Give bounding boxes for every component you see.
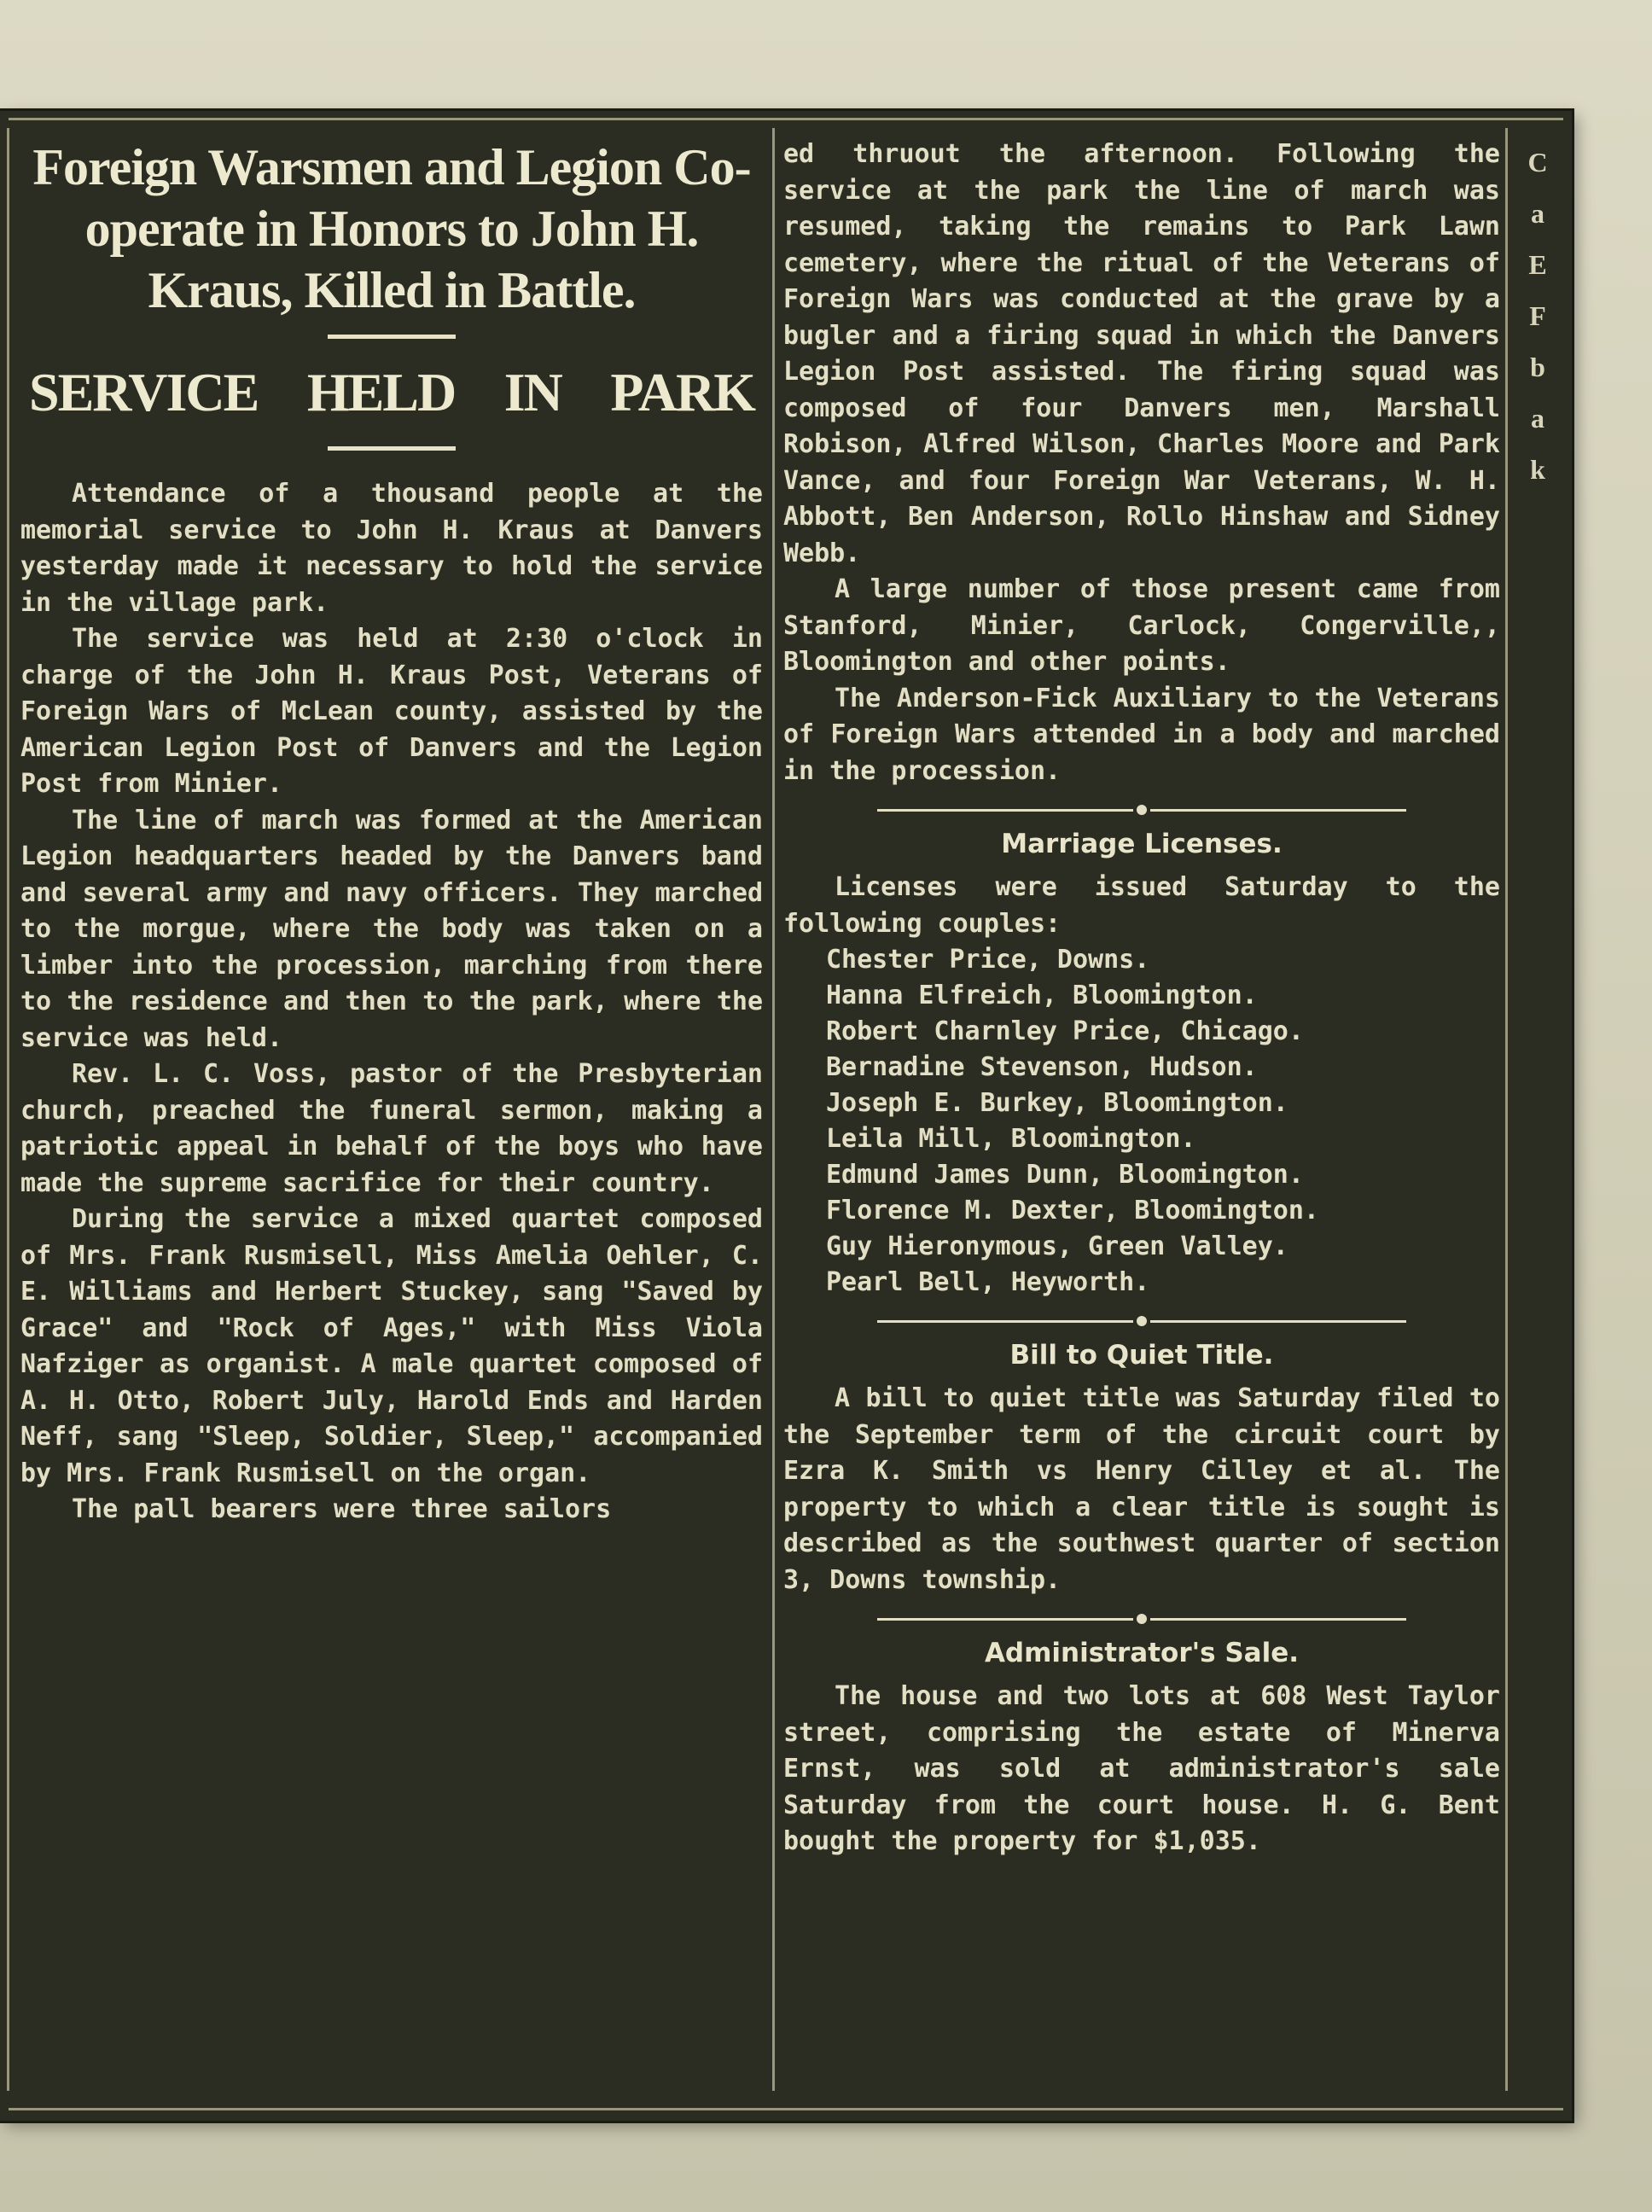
section-divider xyxy=(783,805,1500,815)
list-item: Pearl Bell, Heyworth. xyxy=(826,1267,1150,1297)
left-column xyxy=(20,137,763,1528)
article-paragraph: The pall bearers were three sailors xyxy=(72,1494,612,1524)
list-item: Bernadine Stevenson, Hudson. xyxy=(826,1052,1258,1082)
section-divider xyxy=(783,1614,1500,1624)
column-rule xyxy=(772,128,775,2091)
list-item: Chester Price, Downs. xyxy=(826,945,1150,975)
top-rule xyxy=(9,118,1563,120)
list-item: Florence M. Dexter, Bloomington. xyxy=(826,1196,1319,1225)
subhead-word: HELD xyxy=(306,362,456,422)
column-rule-right xyxy=(1505,128,1508,2091)
section-divider xyxy=(783,1316,1500,1326)
marriage-licenses-list xyxy=(783,942,1500,1301)
fragment-letter: k xyxy=(1530,454,1545,485)
newspaper-clipping xyxy=(0,111,1572,2121)
marriage-licenses-intro: Licenses were issued Saturday to the following couples: xyxy=(783,872,1500,939)
subhead-word: PARK xyxy=(610,362,754,422)
list-item: Joseph E. Burkey, Bloomington. xyxy=(826,1088,1288,1118)
subhead-word: IN xyxy=(503,362,561,422)
subhead-word: SERVICE xyxy=(29,362,259,422)
headline: Foreign Warsmen and Legion Co-operate in Honors to John H. Kraus, Killed in Battle. xyxy=(32,139,751,318)
fragment-letter: b xyxy=(1530,352,1545,382)
article-paragraph: The Anderson-Fick Auxiliary to the Veterans of Foreign Wars attended in a body and marched in the procession. xyxy=(783,683,1500,786)
subhead-divider xyxy=(328,446,456,451)
fragment-letter: F xyxy=(1529,300,1546,331)
article-paragraph: The line of march was formed at the American Legion headquarters headed by the Danvers band and several army and navy officers. They marched to the morgue, where the body was taken on a limber into the procession, marching from there to the residence and then to the park, where the service was held. xyxy=(20,805,763,1053)
subhead xyxy=(29,361,754,424)
list-item: Guy Hieronymous, Green Valley. xyxy=(826,1231,1288,1261)
article-paragraph: A large number of those present came from Stanford, Minier, Carlock, Congerville,, Bloomington and other points. xyxy=(783,574,1500,677)
marriage-licenses-title: Marriage Licenses. xyxy=(1001,829,1283,859)
bottom-rule xyxy=(9,2108,1563,2110)
admin-sale-text: The house and two lots at 608 West Taylor street, comprising the estate of Minerva Ernst, was sold at administrator's sale Saturday from the court house. H. G. Bent bought the property for $1,035. xyxy=(783,1681,1500,1856)
adjacent-column-fragment xyxy=(1512,137,1563,495)
list-item: Robert Charnley Price, Chicago. xyxy=(826,1016,1304,1046)
fragment-letter: E xyxy=(1528,249,1547,280)
right-column xyxy=(783,137,1500,1860)
article-paragraph: During the service a mixed quartet composed of Mrs. Frank Rusmisell, Miss Amelia Oehler, C. E. Williams and Herbert Stuckey, sang "Saved by Grace" and "Rock of Ages," with Miss Viola Nafziger as organist. A male quartet composed of A. H. Otto, Robert July, Harold Ends and Harden Neff, sang "Sleep, Soldier, Sleep," accompanied by Mrs. Frank Rusmisell on the organ. xyxy=(20,1204,763,1488)
quiet-title-heading: Bill to Quiet Title. xyxy=(1009,1340,1274,1371)
left-border-rule xyxy=(7,128,9,2091)
fragment-letter: C xyxy=(1527,147,1548,178)
fragment-letter: a xyxy=(1531,198,1544,229)
list-item: Edmund James Dunn, Bloomington. xyxy=(826,1160,1304,1190)
list-item: Hanna Elfreich, Bloomington. xyxy=(826,981,1258,1010)
article-paragraph: Attendance of a thousand people at the memorial service to John H. Kraus at Danvers yesterday made it necessary to hold the service in the village park. xyxy=(20,479,763,618)
quiet-title-text: A bill to quiet title was Saturday filed to the September term of the circuit court by Ezra K. Smith vs Henry Cilley et al. The property to which a clear title is sought is described as the southwest quarter of section 3, Downs township. xyxy=(783,1383,1500,1595)
article-continuation: ed thruout the afternoon. Following the service at the park the line of march was resumed, taking the remains to Park Lawn cemetery, where the ritual of the Veterans of Foreign Wars was conducted at the grave by a bugler and a firing squad in which the Danvers Legion Post assisted. The firing squad was composed of four Danvers men, Marshall Robison, Alfred Wilson, Charles Moore and Park Vance, and four Foreign War Veterans, W. H. Abbott, Ben Anderson, Rollo Hinshaw and Sidney Webb. xyxy=(783,139,1500,568)
admin-sale-heading: Administrator's Sale. xyxy=(984,1638,1300,1668)
article-paragraph: The service was held at 2:30 o'clock in charge of the John H. Kraus Post, Veterans of Foreign Wars of McLean county, assisted by the American Legion Post of Danvers and the Legion Post from Minier. xyxy=(20,624,763,799)
fragment-letter: a xyxy=(1531,403,1544,434)
headline-divider xyxy=(328,335,456,339)
article-paragraph: Rev. L. C. Voss, pastor of the Presbyterian church, preached the funeral sermon, making a patriotic appeal in behalf of the boys who have made the supreme sacrifice for their country. xyxy=(20,1059,763,1198)
list-item: Leila Mill, Bloomington. xyxy=(826,1124,1196,1154)
